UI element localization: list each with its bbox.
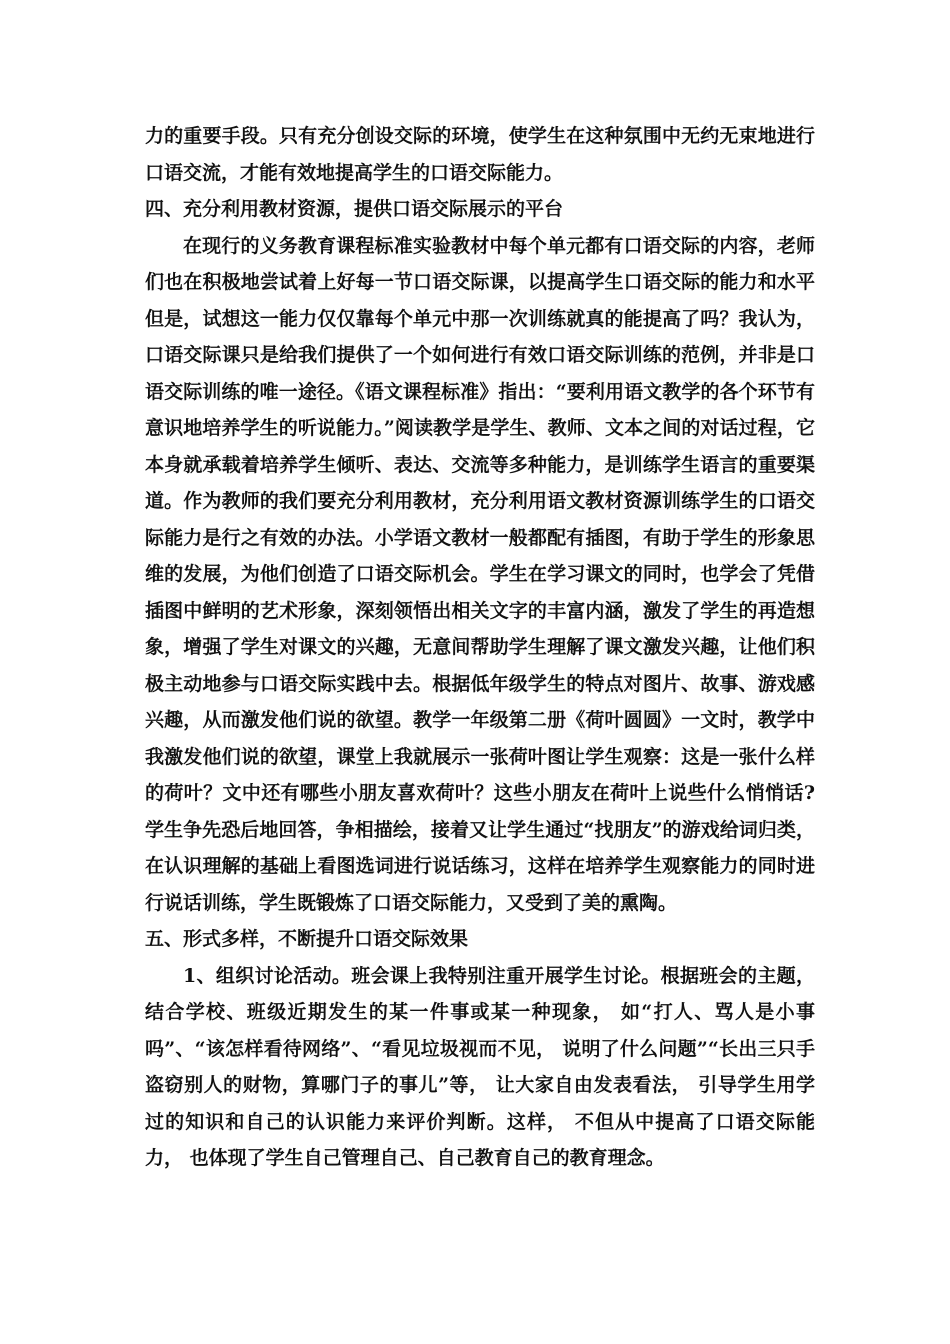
- paragraph-section-4: 在现行的义务教育课程标准实验教材中每个单元都有口语交际的内容，老师们也在积极地尝试着上好每一节口语交际课，以提高学生口语交际的能力和水平但是，试想这一能力仅仅靠每个单元中那一次训练就真的能提高了吗？我认为，口语交际课只是给我们提供了一个如何进行有效口语交际训练的范例，并非是口语交际训练的唯一途径。《语文课程标准》指出：“要利用语文教学的各个环节有意识地培养学生的听说能力。”阅读教学是学生、教师、文本之间的对话过程，它本身就承载着培养学生倾听、表达、交流等多种能力，是训练学生语言的重要渠道。作为教师的我们要充分利用教材，充分利用语文教材资源训练学生的口语交际能力是行之有效的办法。小学语文教材一般都配有插图，有助于学生的形象思维的发展，为他们创造了口语交际机会。学生在学习课文的同时，也学会了凭借插图中鲜明的艺术形象，深刻领悟出相关文字的丰富内涵，激发了学生的再造想象，增强了学生对课文的兴趣，无意间帮助学生理解了课文激发兴趣，让他们积极主动地参与口语交际实践中去。根据低年级学生的特点对图片、故事、游戏感兴趣，从而激发他们说的欲望。教学一年级第二册《荷叶圆圆》一文时，教学中我激发他们说的欲望，课堂上我就展示一张荷叶图让学生观察：这是一张什么样的荷叶？文中还有哪些小朋友喜欢荷叶？这些小朋友在荷叶上说些什么悄悄话?学生争先恐后地回答，争相描绘，接着又让学生通过“找朋友”的游戏给词归类，在认识理解的基础上看图选词进行说话练习，这样在培养学生观察能力的同时进行说话训练，学生既锻炼了口语交际能力，又受到了美的熏陶。: [145, 234, 815, 914]
- paragraph-section-5-item-1: 1、组织讨论活动。班会课上我特别注重开展学生讨论。根据班会的主题， 结合学校、班级近期发生的某一件事或某一种现象， 如“打人、骂人是小事吗”、“该怎样看待网络”、“看见垃圾视而不见， 说明了什么问题”“长出三只手盗窃别人的财物，算哪门子的事儿”等， 让大家自由发表看法， 引导学生用学过的知识和自己的认识能力来评价判断。这样， 不但从中提高了口语交际能力， 也体现了学生自己管理自己、自己教育自己的教育理念。: [145, 964, 815, 1169]
- section-heading-5: 五、形式多样，不断提升口语交际效果: [145, 928, 469, 950]
- document-body: [145, 118, 815, 1177]
- paragraph-intro: 力的重要手段。只有充分创设交际的环境，使学生在这种氛围中无约无束地进行口语交流，才能有效地提高学生的口语交际能力。: [145, 125, 815, 184]
- section-heading-4: 四、充分利用教材资源，提供口语交际展示的平台: [145, 198, 564, 220]
